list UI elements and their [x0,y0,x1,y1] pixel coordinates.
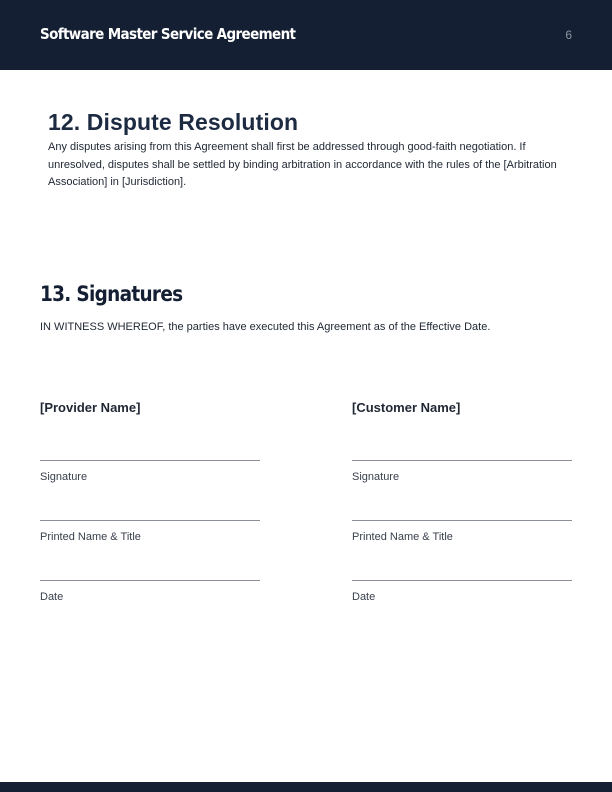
customer-printed-name-label: Printed Name & Title [352,531,453,543]
document-title: Software Master Service Agreement [40,25,296,43]
customer-signature-block [352,398,572,603]
page-header [0,0,612,70]
provider-signature-line[interactable] [40,460,260,461]
provider-signature-block [40,398,260,603]
provider-printed-name-line[interactable] [40,520,260,521]
section-heading: 12. Dispute Resolution [48,109,299,135]
page-footer-bar [0,782,612,792]
provider-date-line[interactable] [40,580,260,581]
customer-date-label: Date [352,591,376,603]
page-number: 6 [565,28,572,42]
customer-signature-label: Signature [352,471,400,483]
provider-date-label: Date [40,591,64,603]
provider-printed-name-label: Printed Name & Title [40,531,141,543]
section-signatures [40,280,572,335]
section-dispute-resolution [48,107,572,192]
section-body: IN WITNESS WHEREOF, the parties have executed this Agreement as of the Effective Date. [40,321,491,333]
provider-signature-label: Signature [40,471,88,483]
section-heading: 13. Signatures [40,282,183,306]
customer-name: [Customer Name] [352,400,461,415]
customer-printed-name-line[interactable] [352,520,572,521]
customer-date-line[interactable] [352,580,572,581]
section-body: Any disputes arising from this Agreement shall first be addressed through good-faith negotiation. If unresolved, disputes shall be settled by binding arbitration in accordance with the rules of the [Arbitration Association] in [Jurisdiction]. [48,141,557,188]
provider-name: [Provider Name] [40,400,141,415]
customer-signature-line[interactable] [352,460,572,461]
